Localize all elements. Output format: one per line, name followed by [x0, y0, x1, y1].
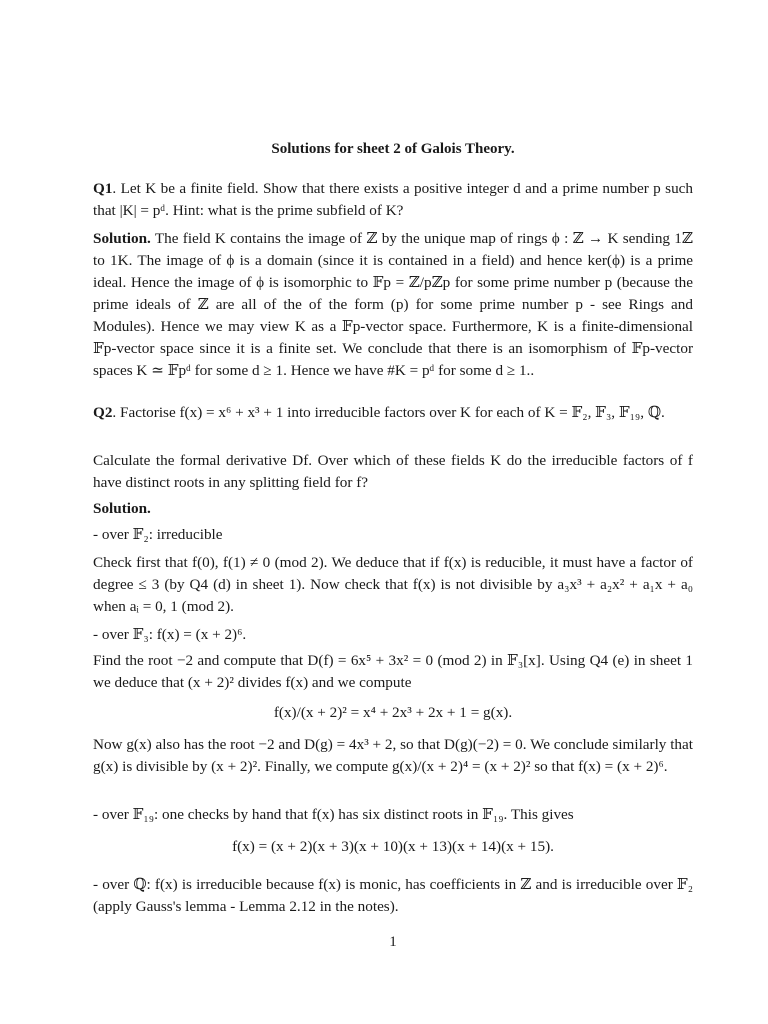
q1-text: . Let K be a finite field. Show that there exists a positive integer d and a prime number p such that |K| = pᵈ. Hint: what is the prime subfield of K? — [93, 180, 693, 219]
g-root: Now g(x) also has the root −2 and D(g) = 4x³ + 2, so that D(g)(−2) = 0. We conclude similarly that g(x) is divisible by (x + 2)². Finally, we compute g(x)/(x + 2)⁴ = (x + 2)² so that f(x) = (x + 2)⁶. — [93, 736, 693, 775]
over-f19: - over 𝔽₁₉: one checks by hand that f(x) has six distinct roots in 𝔽₁₉. This gives — [93, 806, 574, 823]
over-f2: - over 𝔽₂: irreducible — [93, 526, 223, 543]
q1-solution — [93, 228, 693, 382]
q2-text: . Factorise f(x) = x⁶ + x³ + 1 into irreducible factors over K for each of K = 𝔽₂, 𝔽₃, 𝔽₁₉, ℚ. — [112, 404, 665, 421]
question-2 — [93, 402, 693, 424]
f2-check: Check first that f(0), f(1) ≠ 0 (mod 2). We deduce that if f(x) is reducible, it must have a factor of degree ≤ 3 (by Q4 (d) in sheet 1). Now check that f(x) is not divisible by a₃x³ + a₂x² + a₁x + a₀ when aᵢ = 0, 1 (mod 2). — [93, 554, 693, 615]
over-f3: - over 𝔽₃: f(x) = (x + 2)⁶. — [93, 626, 247, 643]
f3-root: Find the root −2 and compute that D(f) = 6x⁵ + 3x² = 0 (mod 2) in 𝔽₃[x]. Using Q4 (e) in sheet 1 we deduce that (x + 2)² divides f(x) and we compute — [93, 652, 693, 691]
page-number: 1 — [389, 934, 397, 950]
q2-derivative: Calculate the formal derivative Df. Over which of these fields K do the irreducible factors of f have distinct roots in any splitting field for f? — [93, 452, 693, 491]
document-title: Solutions for sheet 2 of Galois Theory. — [271, 141, 515, 157]
question-1 — [93, 178, 693, 222]
q2-label: Q2 — [93, 404, 113, 421]
over-q: - over ℚ: f(x) is irreducible because f(x) is monic, has coefficients in ℤ and is irreducible over 𝔽₂ (apply Gauss's lemma - Lemma 2.12 in the notes). — [93, 876, 693, 915]
q1-solution-label: Solution. — [93, 230, 151, 247]
equation-g: f(x)/(x + 2)² = x⁴ + 2x³ + 2x + 1 = g(x). — [273, 704, 513, 721]
q1-solution-text: The field K contains the image of ℤ by the unique map of rings ϕ : ℤ → K sending 1ℤ to 1K. The image of ϕ is a domain (since it is contained in a field) and hence ker(ϕ) is a prime ideal. Hence the image of ϕ is isomorphic to 𝔽p = ℤ/pℤp for some prime number p (because the prime ideals of ℤ are all of the of the form (p) for some prime number p - see Rings and Modules). Hence we may view K as a 𝔽p-vector space. Furthermore, K is a finite-dimensional 𝔽p-vector space since it is a finite set. We conclude that there is an isomorphism of 𝔽p-vector spaces K ≃ 𝔽pᵈ for some d ≥ 1. Hence we have #K = pᵈ for some d ≥ 1.. — [93, 230, 693, 379]
q2-solution-label: Solution. — [93, 500, 151, 517]
equation-f19: f(x) = (x + 2)(x + 3)(x + 10)(x + 13)(x + 14)(x + 15). — [232, 838, 554, 855]
q1-label: Q1 — [93, 180, 113, 197]
